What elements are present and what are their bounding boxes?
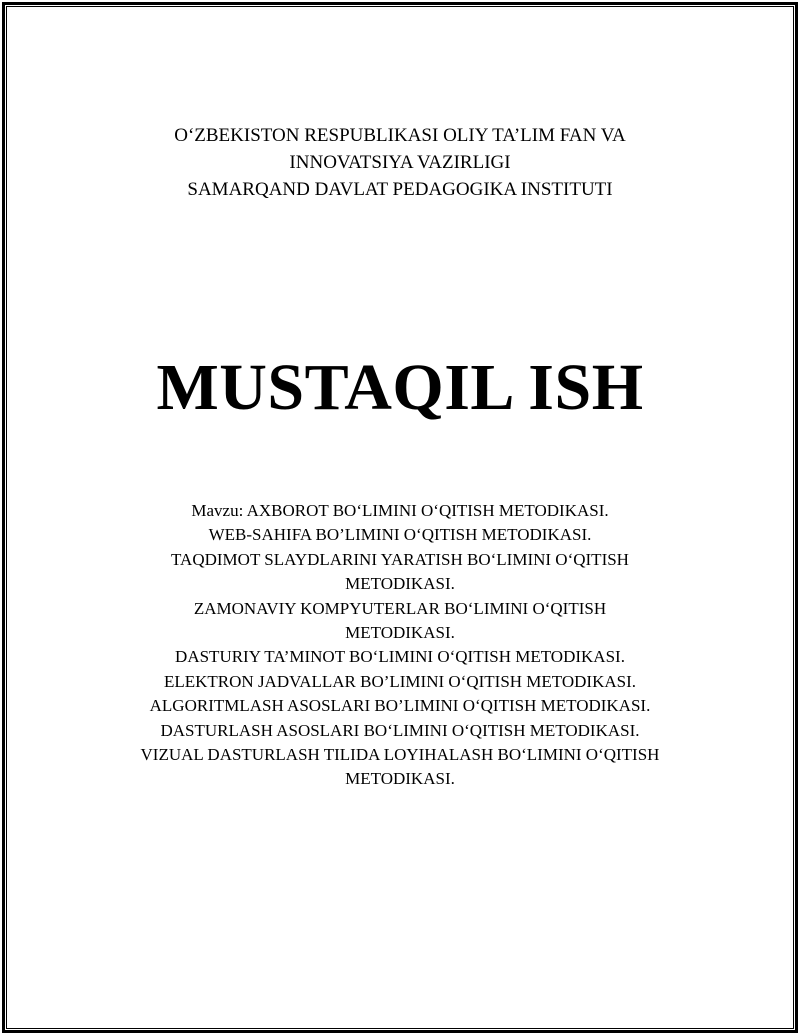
topic-line: WEB-SAHIFA BO’LIMINI O‘QITISH METODIKASI. xyxy=(208,525,592,545)
topic-line: VIZUAL DASTURLASH TILIDA LOYIHALASH BO‘LIMINI O‘QITISH xyxy=(140,745,660,765)
header-line-institute: SAMARQAND DAVLAT PEDAGOGIKA INSTITUTI xyxy=(187,179,613,200)
topic-line: METODIKASI. xyxy=(345,769,455,789)
institution-header xyxy=(60,122,740,203)
header-line-ministry-1: O‘ZBEKISTON RESPUBLIKASI OLIY TA’LIM FAN VA xyxy=(174,125,626,146)
topic-line: METODIKASI. xyxy=(345,574,455,594)
topic-line: DASTURLASH ASOSLARI BO‘LIMINI O‘QITISH METODIKASI. xyxy=(160,720,640,740)
topic-line: ZAMONAVIY KOMPYUTERLAR BO‘LIMINI O‘QITISH xyxy=(193,598,607,618)
topic-list xyxy=(60,499,740,792)
topic-line: TAQDIMOT SLAYDLARINI YARATISH BO‘LIMINI O‘QITISH xyxy=(171,549,629,569)
document-title: MUSTAQIL ISH xyxy=(156,351,644,424)
topic-line: DASTURIY TA’MINOT BO‘LIMINI O‘QITISH METODIKASI. xyxy=(175,647,625,667)
topic-line: ELEKTRON JADVALLAR BO’LIMINI O‘QITISH METODIKASI. xyxy=(163,671,637,691)
topic-line: METODIKASI. xyxy=(345,623,455,643)
topic-line: ALGORITMLASH ASOSLARI BO’LIMINI O‘QITISH METODIKASI. xyxy=(149,696,651,716)
topic-line: Mavzu: AXBOROT BO‘LIMINI O‘QITISH METODIKASI. xyxy=(191,501,609,520)
header-line-ministry-2: INNOVATSIYA VAZIRLIGI xyxy=(289,152,511,173)
